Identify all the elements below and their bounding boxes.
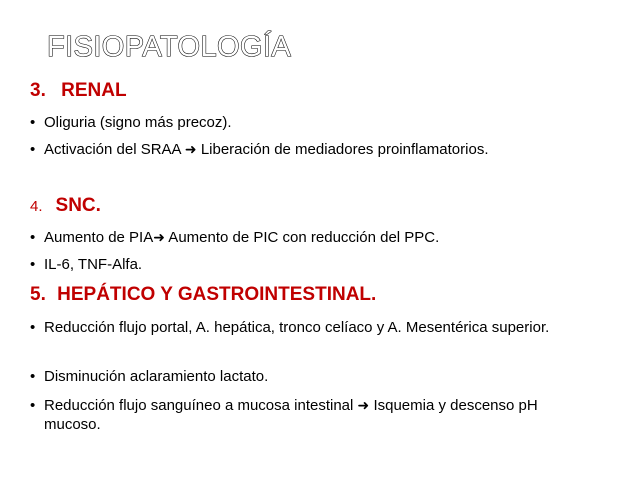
section-heading-snc [30, 194, 101, 219]
list-item [30, 318, 550, 337]
bullet-icon: • [30, 319, 36, 336]
section-number: 3. [30, 80, 46, 101]
bullet-icon: • [30, 256, 36, 273]
bullet-text-part: Activación del SRAA [44, 141, 181, 158]
bullet-icon: • [30, 114, 36, 131]
bullet-text-part: Isquemia y descenso pH mucoso. [44, 397, 538, 433]
arrow-right-icon: ➜ [153, 229, 165, 245]
list-item [30, 396, 590, 434]
bullet-icon: • [30, 229, 36, 246]
section-number: 5. [30, 284, 46, 305]
bullet-icon: • [30, 368, 36, 385]
bullet-text [44, 396, 590, 434]
section-number: 4. [30, 198, 43, 215]
bullet-text: Oliguria (signo más precoz). [44, 114, 232, 131]
section-title: SNC. [55, 195, 101, 216]
bullet-icon: • [30, 141, 36, 158]
bullet-text-part: Liberación de mediadores proinflamatorios. [196, 141, 489, 158]
slide-title: FISIOPATOLOGÍA [47, 31, 292, 63]
bullet-text-part: Aumento de PIC con reducción del PPC. [164, 229, 440, 246]
bullet-text [44, 228, 610, 247]
section-title: HEPÁTICO Y GASTROINTESTINAL. [57, 284, 377, 305]
arrow-right-icon: ➜ [184, 141, 197, 157]
bullet-text-part: Aumento de PIA [44, 229, 154, 246]
list-item [30, 140, 500, 159]
list-item [30, 113, 610, 132]
list-item [30, 228, 610, 247]
bullet-text: Disminución aclaramiento lactato. [44, 368, 269, 385]
section-heading-renal [30, 79, 127, 103]
bullet-text: IL-6, TNF-Alfa. [44, 256, 143, 273]
bullet-text: Reducción flujo portal, A. hepática, tronco celíaco y A. Mesentérica superior. [44, 319, 550, 336]
bullet-text [44, 140, 500, 159]
arrow-right-icon: ➜ [357, 397, 370, 413]
section-title: RENAL [61, 80, 127, 101]
bullet-text-part: Reducción flujo sanguíneo a mucosa intestinal [44, 397, 354, 414]
section-heading-hepatico [30, 283, 376, 307]
list-item [30, 367, 610, 386]
list-item [30, 255, 610, 274]
bullet-icon: • [30, 397, 36, 414]
